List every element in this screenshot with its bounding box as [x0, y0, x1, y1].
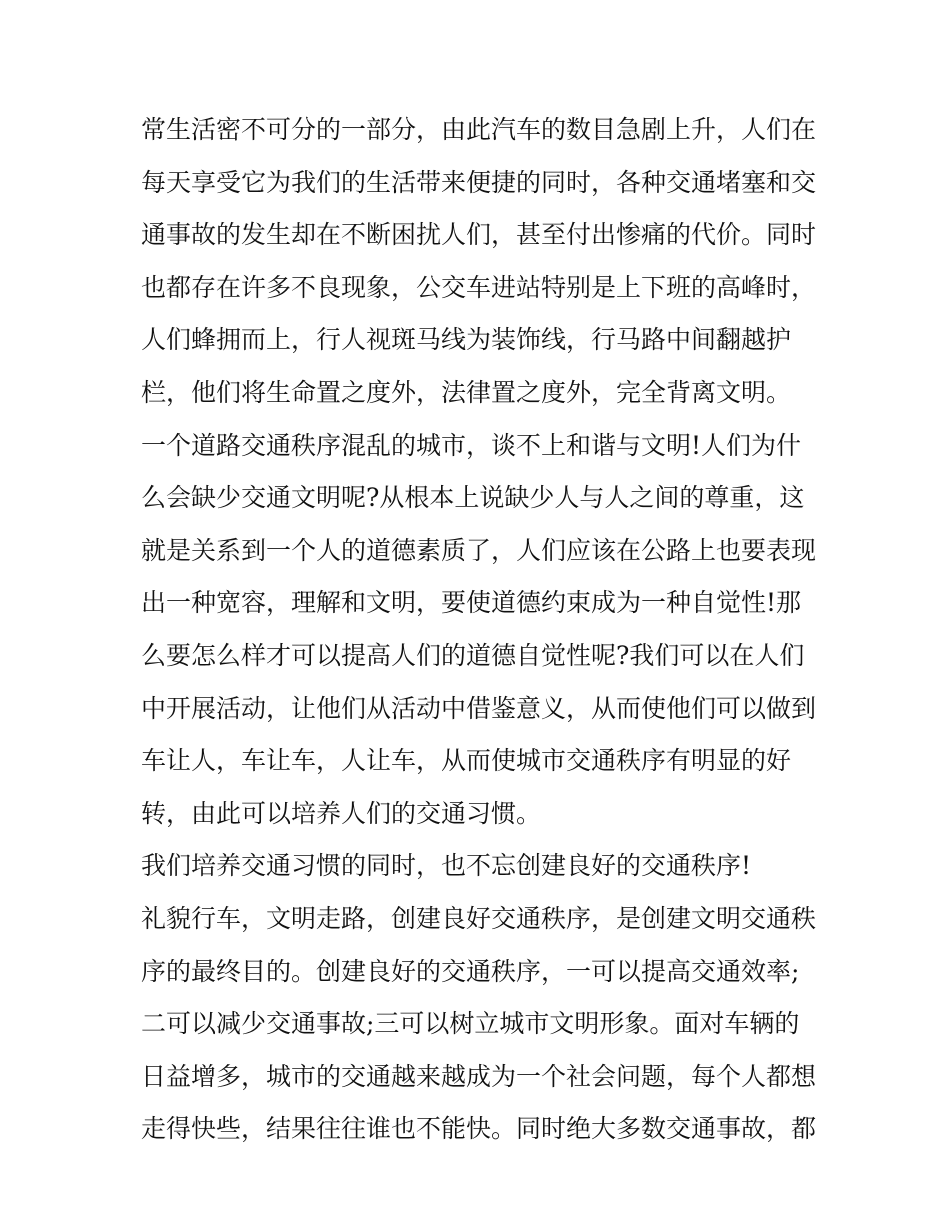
text-line: 一个道路交通秩序混乱的城市，谈不上和谐与文明!人们为什 — [141, 430, 802, 460]
text-line: 每天享受它为我们的生活带来便捷的同时，各种交通堵塞和交 — [141, 167, 817, 197]
text-line: 就是关系到一个人的道德素质了，人们应该在公路上也要表现 — [141, 535, 817, 565]
text-line: 日益增多，城市的交通越来越成为一个社会问题，每个人都想 — [141, 1061, 817, 1091]
text-line: 常生活密不可分的一部分，由此汽车的数目急剧上升，人们在 — [141, 115, 817, 144]
text-line: 走得快些，结果往往谁也不能快。同时绝大多数交通事故，都 — [141, 1114, 817, 1144]
text-line: 人们蜂拥而上，行人视斑马线为装饰线，行马路中间翻越护 — [141, 325, 792, 355]
text-line: 么会缺少交通文明呢?从根本上说缺少人与人之间的尊重，这 — [141, 483, 805, 513]
text-line: 转，由此可以培养人们的交通习惯。 — [141, 798, 542, 828]
text-line: 栏，他们将生命置之度外，法律置之度外，完全背离文明。 — [141, 377, 792, 407]
text-line: 我们培养交通习惯的同时，也不忘创建良好的交通秩序! — [141, 851, 752, 881]
text-line: 礼貌行车，文明走路，创建良好交通秩序，是创建文明交通秩 — [141, 903, 817, 933]
text-line: 也都存在许多不良现象，公交车进站特别是上下班的高峰时， — [141, 272, 817, 302]
text-line: 么要怎么样才可以提高人们的道德自觉性呢?我们可以在人们 — [141, 640, 805, 670]
body-text — [141, 104, 821, 1156]
text-line: 序的最终目的。创建良好的交通秩序，一可以提高交通效率; — [141, 956, 800, 986]
text-line: 车让人，车让车，人让车，从而使城市交通秩序有明显的好 — [141, 746, 792, 776]
text-line: 中开展活动，让他们从活动中借鉴意义，从而使他们可以做到 — [141, 693, 817, 723]
text-line: 二可以减少交通事故;三可以树立城市文明形象。面对车辆的 — [141, 1009, 800, 1039]
text-line: 通事故的发生却在不断困扰人们，甚至付出惨痛的代价。同时 — [141, 220, 817, 250]
text-line: 出一种宽容，理解和文明，要使道德约束成为一种自觉性!那 — [141, 588, 802, 618]
